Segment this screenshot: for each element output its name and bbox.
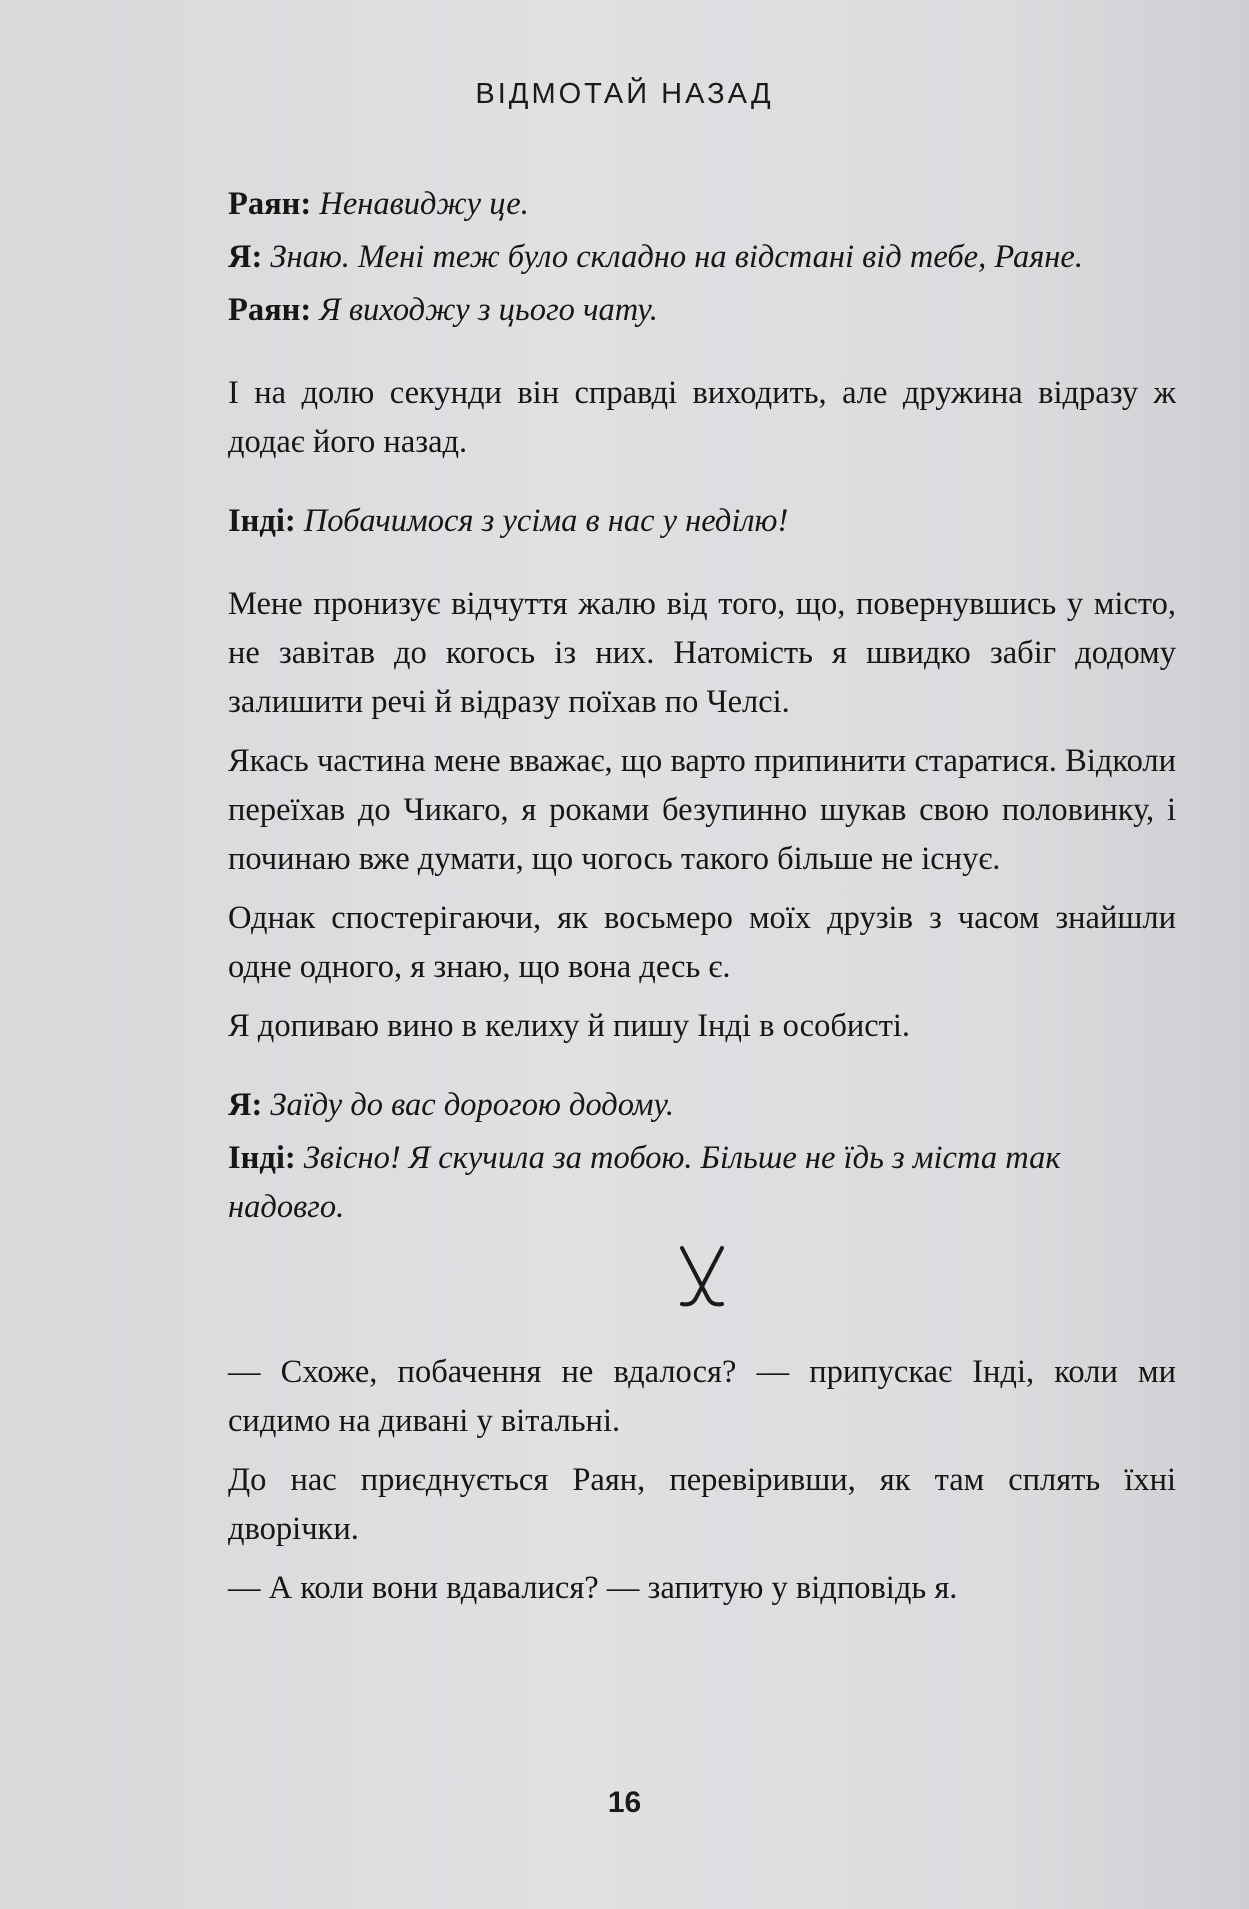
paragraph: Якась частина мене вважає, що варто припинити старатися. Відколи переїхав до Чикаго, я роками безупинно шукав свою половинку, і починаю вже думати, що чогось такого більше не існує. xyxy=(228,743,1176,877)
chat-speaker: Раян: xyxy=(228,186,312,222)
chat-line xyxy=(228,180,1176,229)
chat-line xyxy=(228,1081,1176,1130)
text-block xyxy=(228,180,1176,1613)
chat-line xyxy=(228,233,1176,282)
paragraph: Мене пронизує відчуття жалю від того, що, повернувшись у місто, не завітав до когось із них. Натомість я швидко забіг додому залишити речі й відразу поїхав по Челсі. xyxy=(228,586,1176,720)
chat-message: Побачимося з усіма в нас у неділю! xyxy=(303,503,789,539)
paragraph: — Схоже, побачення не вдалося? — припускає Інді, коли ми сидимо на дивані у вітальні. xyxy=(228,1354,1176,1439)
chat-speaker: Інді: xyxy=(228,1140,296,1176)
chat-line xyxy=(228,1134,1176,1232)
chat-speaker: Я: xyxy=(228,239,263,275)
chat-message: Ненавиджу це. xyxy=(319,186,529,222)
paragraph: До нас приєднується Раян, перевіривши, як там сплять їхні дворічки. xyxy=(228,1462,1176,1547)
chat-speaker: Інді: xyxy=(228,503,296,539)
page-number: 16 xyxy=(607,1786,642,1819)
paragraph: — А коли вони вдавалися? — запитую у відповідь я. xyxy=(228,1570,958,1606)
chat-message: Заїду до вас дорогою додому. xyxy=(270,1087,674,1123)
chat-message: Звісно! Я скучила за тобою. Більше не їдь з міста так надовго. xyxy=(228,1140,1061,1225)
chat-message: Знаю. Мені теж було складно на відстані від тебе, Раяне. xyxy=(270,239,1083,275)
chat-line xyxy=(228,286,1176,335)
chat-line xyxy=(228,497,1176,546)
paragraph: І на долю секунди він справді виходить, але дружина відразу ж додає його назад. xyxy=(228,375,1176,460)
chat-message: Я виходжу з цього чату. xyxy=(319,292,658,328)
chat-speaker: Раян: xyxy=(228,292,312,328)
chat-speaker: Я: xyxy=(228,1087,263,1123)
paragraph: Я допиваю вино в келиху й пишу Інді в особисті. xyxy=(228,1008,911,1044)
running-head: ВІДМОТАЙ НАЗАД xyxy=(475,78,774,110)
paragraph: Однак спостерігаючи, як восьмеро моїх друзів з часом знайшли одне одного, я знаю, що вона десь є. xyxy=(228,900,1176,985)
crossed-hockey-sticks-icon xyxy=(672,1244,732,1314)
